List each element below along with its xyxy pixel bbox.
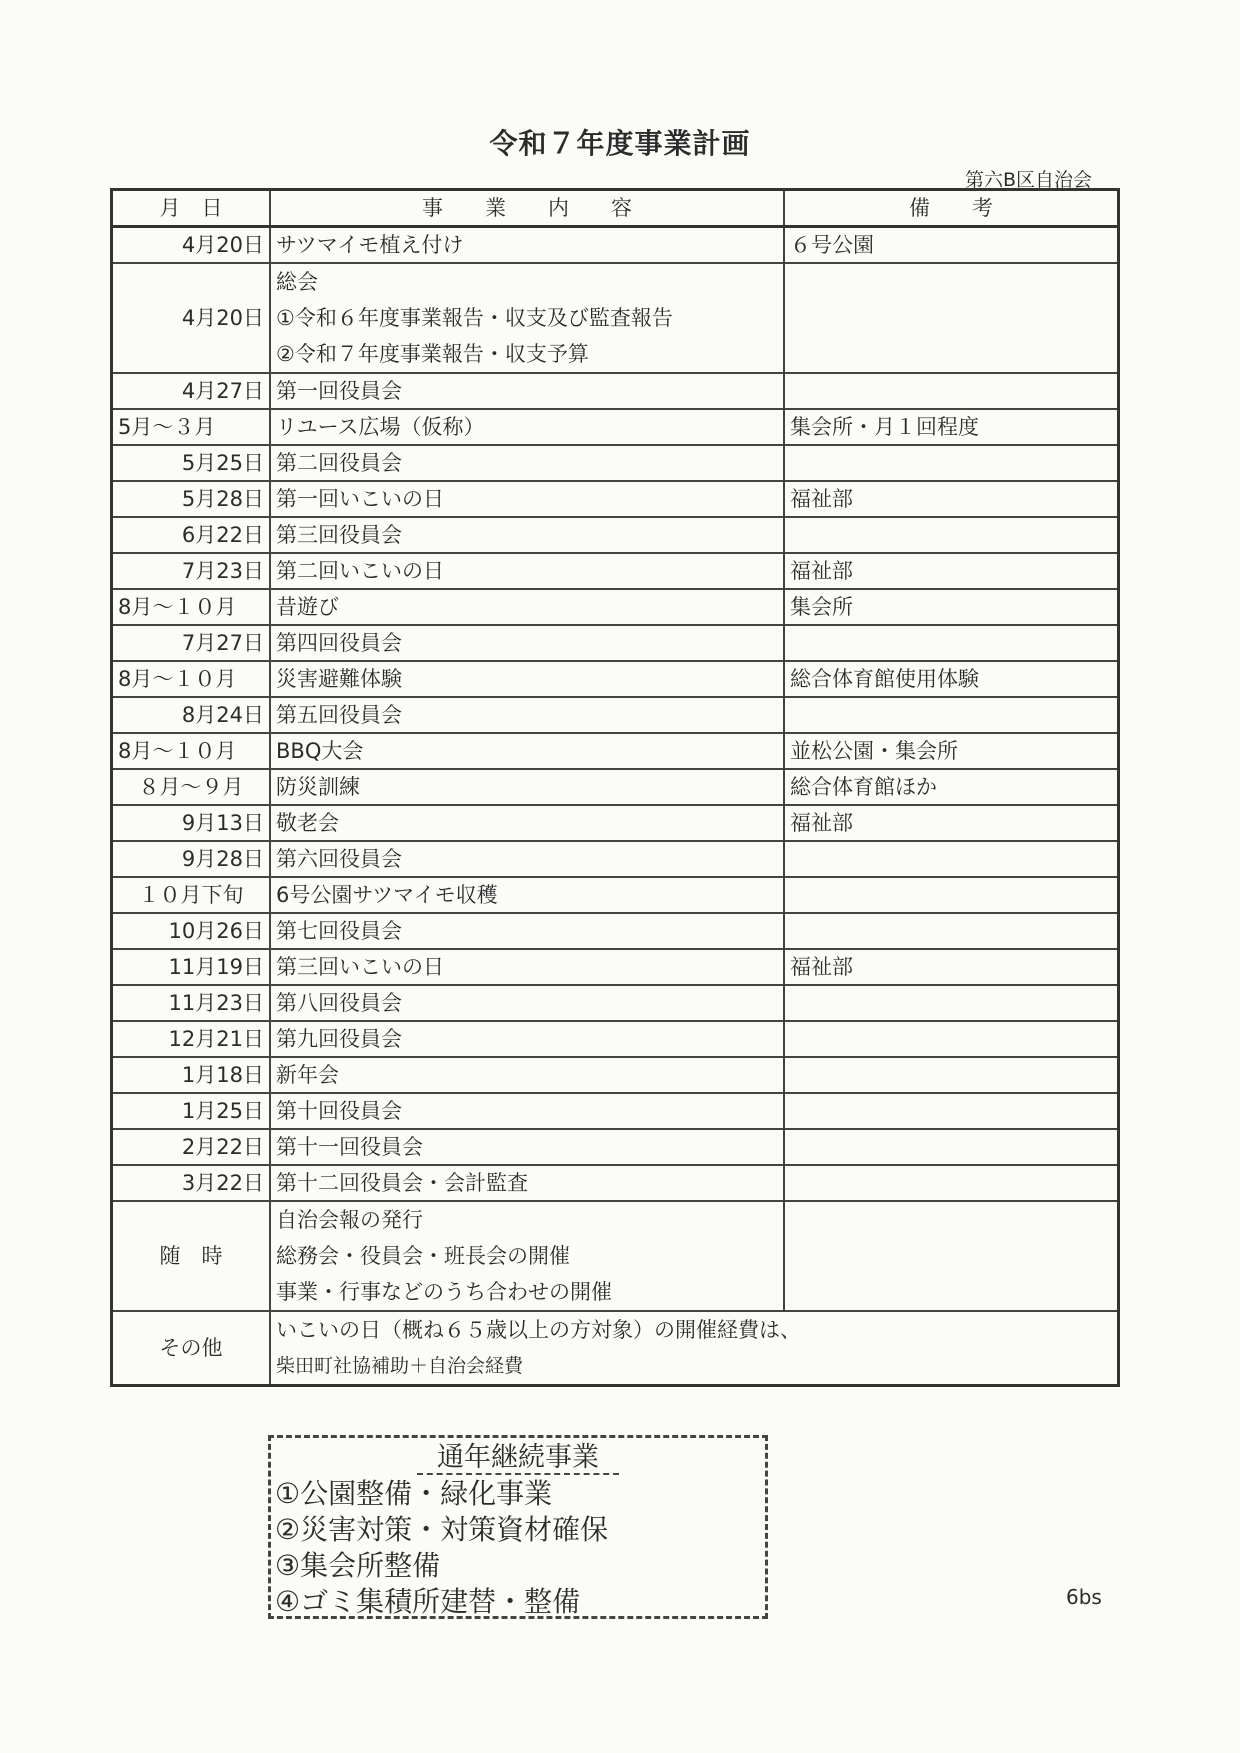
row-note xyxy=(784,697,1119,733)
row-date: 3月22日 xyxy=(112,1165,271,1201)
row-date: 4月27日 xyxy=(112,373,271,409)
row-note: ６号公園 xyxy=(784,227,1119,264)
table-row xyxy=(112,625,1119,661)
row-event: 第二回役員会 xyxy=(270,445,784,481)
ongoing-item: ②災害対策・対策資材確保 xyxy=(275,1513,609,1546)
row-event: 第三回役員会 xyxy=(270,517,784,553)
table-row xyxy=(112,373,1119,409)
row-event: 第十回役員会 xyxy=(270,1093,784,1129)
row-note xyxy=(784,877,1119,913)
row-note xyxy=(784,913,1119,949)
row-event: 昔遊び xyxy=(270,589,784,625)
header-date: 月 日 xyxy=(112,190,271,227)
table-row xyxy=(112,1165,1119,1201)
row-event: サツマイモ植え付け xyxy=(270,227,784,264)
table-row xyxy=(112,445,1119,481)
table-header-row xyxy=(112,190,1119,227)
row-date: 11月23日 xyxy=(112,985,271,1021)
row-date: 10月26日 xyxy=(112,913,271,949)
table-row-anytime xyxy=(112,1201,1119,1311)
row-date: ８月～９月 xyxy=(112,769,271,805)
row-note: 総合体育館使用体験 xyxy=(784,661,1119,697)
row-event: 敬老会 xyxy=(270,805,784,841)
row-date: 9月28日 xyxy=(112,841,271,877)
row-date: 5月～３月 xyxy=(112,409,271,445)
row-date: 8月～１０月 xyxy=(112,589,271,625)
row-event: 新年会 xyxy=(270,1057,784,1093)
row-event: BBQ大会 xyxy=(270,733,784,769)
other-note-line1: いこいの日（概ね６５歳以上の方対象）の開催経費は、 xyxy=(276,1318,801,1342)
row-note: 並松公園・集会所 xyxy=(784,733,1119,769)
row-date: １０月下旬 xyxy=(112,877,271,913)
row-event: 第四回役員会 xyxy=(270,625,784,661)
table-row xyxy=(112,733,1119,769)
row-date: 9月13日 xyxy=(112,805,271,841)
plan-table-body xyxy=(112,227,1119,1386)
row-event: 第十二回役員会・会計監査 xyxy=(270,1165,784,1201)
table-row xyxy=(112,1129,1119,1165)
row-note xyxy=(784,1093,1119,1129)
anytime-note xyxy=(784,1201,1119,1311)
row-note xyxy=(784,985,1119,1021)
row-event: 第一回いこいの日 xyxy=(270,481,784,517)
row-note xyxy=(784,625,1119,661)
table-row xyxy=(112,769,1119,805)
row-note xyxy=(784,841,1119,877)
anytime-item: 自治会報の発行 xyxy=(276,1208,423,1232)
row-event-line: 総会 xyxy=(276,270,318,294)
table-row xyxy=(112,661,1119,697)
other-label: その他 xyxy=(112,1311,271,1386)
ongoing-projects-box xyxy=(268,1435,768,1619)
header-note: 備 考 xyxy=(784,190,1119,227)
row-note xyxy=(784,1021,1119,1057)
row-event: 防災訓練 xyxy=(270,769,784,805)
row-event: 第七回役員会 xyxy=(270,913,784,949)
row-date: 7月23日 xyxy=(112,553,271,589)
table-row xyxy=(112,481,1119,517)
row-event: 第一回役員会 xyxy=(270,373,784,409)
row-event: リユース広場（仮称） xyxy=(270,409,784,445)
table-row xyxy=(112,877,1119,913)
row-date: 6月22日 xyxy=(112,517,271,553)
table-row xyxy=(112,517,1119,553)
row-date: 2月22日 xyxy=(112,1129,271,1165)
row-event: 6号公園サツマイモ収穫 xyxy=(270,877,784,913)
anytime-label: 随 時 xyxy=(112,1201,271,1311)
row-note xyxy=(784,517,1119,553)
row-date: 4月20日 xyxy=(112,227,271,264)
row-event: 第十一回役員会 xyxy=(270,1129,784,1165)
table-row xyxy=(112,949,1119,985)
document-title: 令和７年度事業計画 xyxy=(489,127,751,160)
organization-name: 第六B区自治会 xyxy=(965,169,1093,191)
row-note: 集会所 xyxy=(784,589,1119,625)
table-row xyxy=(112,841,1119,877)
table-row xyxy=(112,553,1119,589)
table-row xyxy=(112,263,1119,373)
table-row xyxy=(112,1057,1119,1093)
row-event: 第九回役員会 xyxy=(270,1021,784,1057)
table-row xyxy=(112,589,1119,625)
header-event: 事 業 内 容 xyxy=(270,190,784,227)
row-date: 4月20日 xyxy=(112,263,271,373)
row-date: 8月24日 xyxy=(112,697,271,733)
row-event: 第二回いこいの日 xyxy=(270,553,784,589)
anytime-item: 事業・行事などのうち合わせの開催 xyxy=(276,1280,612,1304)
row-note xyxy=(784,1165,1119,1201)
table-row xyxy=(112,1021,1119,1057)
row-date: 8月～１０月 xyxy=(112,733,271,769)
table-row xyxy=(112,227,1119,264)
table-row xyxy=(112,1093,1119,1129)
other-note-line2: 柴田町社協補助＋自治会経費 xyxy=(276,1355,524,1377)
ongoing-item: ④ゴミ集積所建替・整備 xyxy=(275,1585,581,1618)
row-note xyxy=(784,263,1119,373)
ongoing-item: ③集会所整備 xyxy=(275,1549,441,1582)
row-date: 12月21日 xyxy=(112,1021,271,1057)
ongoing-item: ①公園整備・緑化事業 xyxy=(275,1477,553,1510)
row-note xyxy=(784,1129,1119,1165)
other-note xyxy=(270,1311,1119,1386)
anytime-item: 総務会・役員会・班長会の開催 xyxy=(276,1244,570,1268)
page-code: 6bs xyxy=(1066,1585,1102,1609)
row-note xyxy=(784,445,1119,481)
table-row-other xyxy=(112,1311,1119,1386)
row-note: 福祉部 xyxy=(784,553,1119,589)
anytime-items xyxy=(270,1201,784,1311)
row-note xyxy=(784,373,1119,409)
row-note xyxy=(784,1057,1119,1093)
row-event-line: ②令和７年度事業報告・収支予算 xyxy=(276,342,589,366)
row-note: 総合体育館ほか xyxy=(784,769,1119,805)
table-row xyxy=(112,913,1119,949)
row-note: 集会所・月１回程度 xyxy=(784,409,1119,445)
table-row xyxy=(112,985,1119,1021)
row-note: 福祉部 xyxy=(784,805,1119,841)
row-date: 5月28日 xyxy=(112,481,271,517)
row-date: 5月25日 xyxy=(112,445,271,481)
row-event-line: ①令和６年度事業報告・収支及び監査報告 xyxy=(276,306,673,330)
table-row xyxy=(112,697,1119,733)
row-event xyxy=(270,263,784,373)
table-row xyxy=(112,409,1119,445)
plan-table xyxy=(110,188,1120,1387)
row-date: 8月～１０月 xyxy=(112,661,271,697)
row-event: 第六回役員会 xyxy=(270,841,784,877)
row-note: 福祉部 xyxy=(784,481,1119,517)
row-date: 1月18日 xyxy=(112,1057,271,1093)
ongoing-title xyxy=(271,1440,765,1476)
row-event: 災害避難体験 xyxy=(270,661,784,697)
row-date: 11月19日 xyxy=(112,949,271,985)
row-event: 第三回いこいの日 xyxy=(270,949,784,985)
table-row xyxy=(112,805,1119,841)
row-event: 第八回役員会 xyxy=(270,985,784,1021)
row-date: 7月27日 xyxy=(112,625,271,661)
row-date: 1月25日 xyxy=(112,1093,271,1129)
ongoing-title-text: 通年継続事業 xyxy=(417,1442,619,1475)
row-event: 第五回役員会 xyxy=(270,697,784,733)
row-note: 福祉部 xyxy=(784,949,1119,985)
